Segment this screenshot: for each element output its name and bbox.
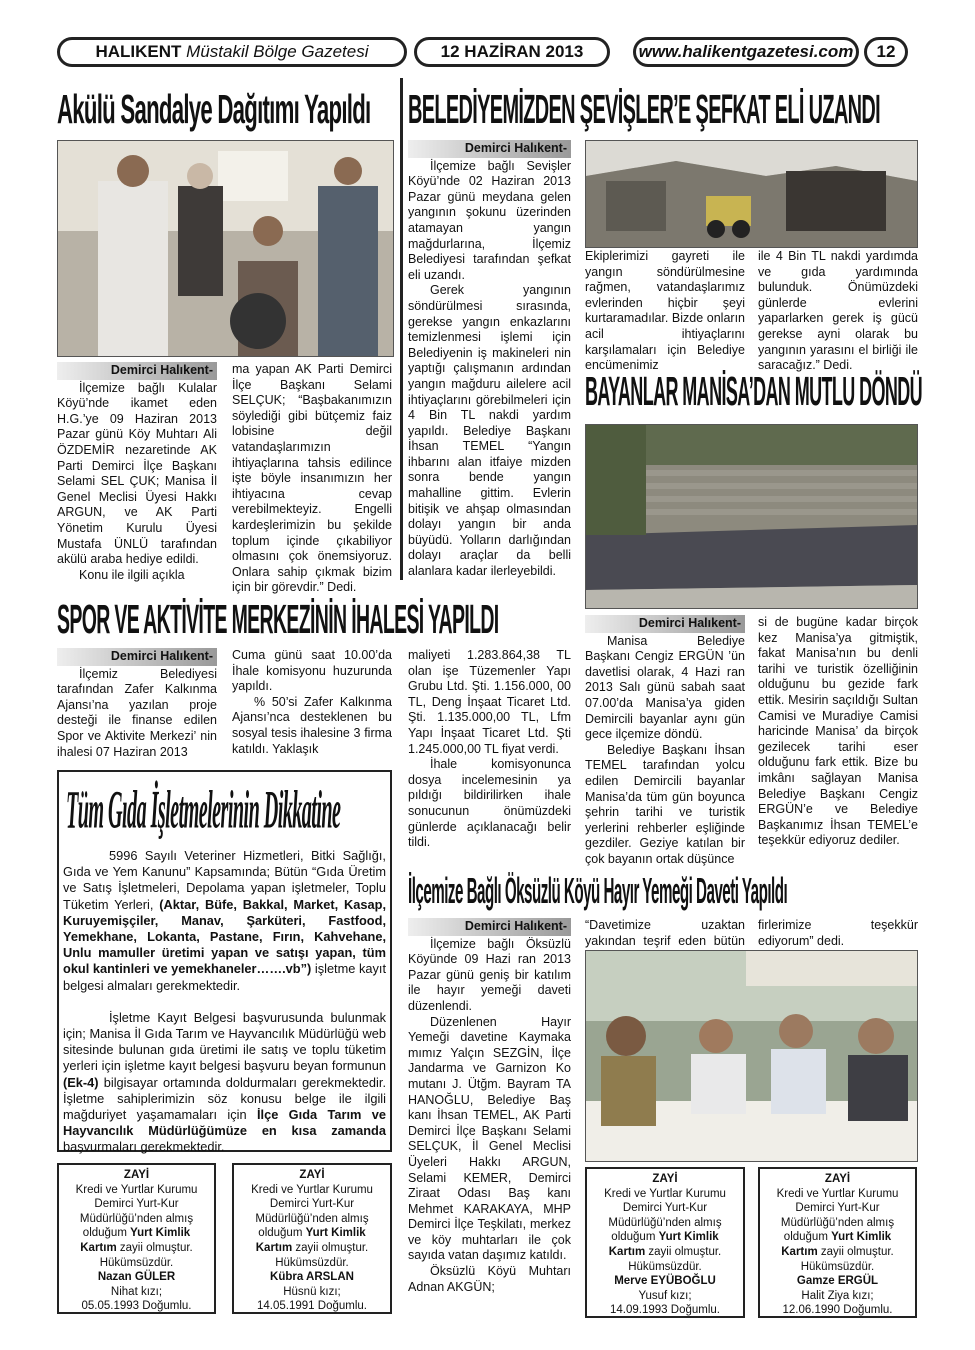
article5-paragraph5: firlerimize teşekkür ediyorum” dedi. xyxy=(758,918,918,948)
article1-paragraph2: Konu ile ilgili açıkla xyxy=(79,567,185,582)
article5-byline: Demirci Halıkent- xyxy=(408,918,571,936)
masthead xyxy=(57,37,407,67)
lost-notice-2 xyxy=(232,1163,392,1314)
article4-headline: SPOR VE AKTİVİTE MERKEZİNİN İHALESİ YAPILDI xyxy=(57,598,499,643)
notice-p2-mid: bilgisayar ortamında doldurmaları gerekmektedir. İşletme sahiplerimizin söz konusu belge ile ilgili mağduriyet yaşamamaları için xyxy=(63,1074,386,1123)
article2-col3 xyxy=(758,249,918,373)
lost-notice-parent: Hüsnü kızı; xyxy=(283,1285,341,1298)
lost-notice-line: Demirci Yurt-Kur xyxy=(94,1198,179,1211)
article2-photo xyxy=(585,140,918,248)
lost-notice-line: olduğum Yurt Kimlik xyxy=(82,1227,191,1240)
article4-col1 xyxy=(57,648,217,760)
lost-notice-line: Kredi ve Yurtlar Kurumu xyxy=(776,1187,899,1200)
lost-notice-line: Kredi ve Yurtlar Kurumu xyxy=(251,1183,373,1196)
lost-notice-dob: 14.09.1993 Doğumlu. xyxy=(610,1304,720,1317)
article4-paragraph1: İlçemiz Belediyesi tarafından Zafer Kalkınma Ajansı’na yazılan proje desteği ile finanse edilen Spor ve Aktivite Merkezi’ nin ihalesi 07 Haziran 2013 xyxy=(57,666,217,759)
lost-notice-title: ZAYİ xyxy=(123,1169,150,1181)
lost-notice-line: olduğum Yurt Kimlik xyxy=(783,1231,892,1244)
lost-notice-line: Kartım zayii olmuştur. xyxy=(608,1245,722,1258)
lost-notice-line: Hükümsüzdür. xyxy=(275,1256,349,1269)
lost-notice-line: Hükümsüzdür. xyxy=(99,1256,174,1269)
article3-col2 xyxy=(758,615,918,870)
article4-paragraph5: İhale komisyonunca dosya incelemesinin ya pıldığı bildirilirken ihale sonucunun önümüzdeki günlerde açıklanacağı belir tildi. xyxy=(408,757,571,850)
article5-col1 xyxy=(408,918,571,1330)
lost-notice-line: Müdürlüğü’nden almış xyxy=(79,1212,194,1225)
article4-paragraph4: maliyeti 1.283.864,38 TL olan işe Tüzemenler Yapı Grubu Ltd. Şti. 1.156.000, 00 TL, Deng İnşaat Ticaret Ltd. Şti. 1.135.000,00 TL, Lfm Yapı İnşaat Ticaret Ltd. Şti 1.245.000,00 TL fiyat verdi. xyxy=(408,648,571,756)
notice-p2-end: başvurmaları gerekmektedir. xyxy=(63,1139,225,1155)
article5-paragraph3: Öksüzlü Köyü Muhtarı Adnan AKGÜN; xyxy=(408,1264,571,1294)
lost-notice-parent: Yusuf kızı; xyxy=(638,1289,692,1302)
article2-col2 xyxy=(585,249,745,373)
article1-headline: Akülü Sandalye Dağıtımı Yapıldı xyxy=(57,88,371,133)
article2-col1 xyxy=(408,140,571,585)
lost-notice-name: Merve EYÜBOĞLU xyxy=(614,1275,716,1288)
notice-p1-bold: (Aktar, Büfe, Bakkal, Market, Kasap, Kuruyemişçiler, Manav, Şarküteri, Fastfood, Yemekhane, Lokanta, Pastane, Fırın, Kahvehane, Unlu mamuller üretimi yapan ve satışı yapan, tüm okul kantinleri ve yemekhaneler…….vb”) xyxy=(63,896,387,977)
article4-paragraph2: Cuma günü saat 10.00’da İhale komisyonu huzurunda yapıldı. xyxy=(232,648,392,694)
article2-paragraph2: Gerek yangının söndürülmesi sırasında, gerekse yangın enkazlarını temizlenmesi işlemi için Belediyenin iş makineleri nin yaptığı çalışmanın ardından yangın mağduru ailelere acil ihtiyaçlarını görebilmeleri için 4 Bin TL nakdi yardım yapıldı. Belediye Başkanı İhsan TEMEL “Yangın ihbarını alan itfaiye mizden sonra bende yangın mahalline gittim. Evlerin bitişik ve ahşap olmasından dolayı yangın bir anda büyüdü. Yolların darlığından dolayı araçlar da belli alanlara kadar ilerleyebildi. xyxy=(408,283,571,579)
lost-notice-parent: Halit Ziya kızı; xyxy=(801,1289,874,1302)
article3-headline: BAYANLAR MANİSA’DAN MUTLU DÖNDÜ xyxy=(585,370,923,415)
notice-p2-bold2: İlçe Gıda Tarım ve Hayvancılık Müdürlüğümüze en kısa zamanda xyxy=(63,1107,386,1139)
notice-p2-text: İşletme Kayıt Belgesi başvurusunda bulunmak için; Manisa İl Gıda Tarım ve Hayvancılık Müdürlüğü web sitesinde bulunan gıda üretimi ile satış ve toplu tüketim yerleri için işletme kayıt belgesi başvuru beyan formunun xyxy=(63,1009,386,1074)
article2-headline: BELEDİYEMİZDEN ŞEVİŞLER’E ŞEFKAT ELİ UZANDI xyxy=(408,88,881,133)
notice-paragraph1 xyxy=(63,848,386,994)
article1-paragraph3: ma yapan AK Parti Demirci İlçe Başkanı Selami SELÇUK; “Başbakanımızın söylediği gibi bütçemiz faiz lobisine değil vatandaşlarımızın ihtiyaçlarına tahsis edilince işte böyle insanımızın her ihtiyacına cevap verebilmekteyiz. Engelli kardeşlerimizin bu şekilde toplum içinde çıkabiliyor olmasını çok önemsiyoruz. Onlara sahip çıkmak bizim için bir görevdir.” Dedi. xyxy=(232,362,392,595)
article5-paragraph2: Düzenlenen Hayır Yemeği davetine Kaymaka mımız Yalçın SEZGİN, İlçe Jandarma ve Garnizon Ko mutanı J. Ütğm. Bayram TA HANOĞLU, Belediye Baş kanı İhsan TEMEL, AK Parti Demirci İlçe Başkanı Selami SELÇUK, İl Genel Meclisi Üyeleri Hakkı ARGUN, Selami KEMER, Demirci Ziraat Odası Baş kanı Mehmet KARAKAYA, MHP Demirci İlçe Teşkilatı, merkez ve köy muhtarları ile çok sayıda vatan daşımız katıldı. xyxy=(408,1014,571,1263)
website[interactable] xyxy=(633,37,859,67)
issue-date xyxy=(414,37,610,67)
lost-notice-line: Kartım zayii olmuştur. xyxy=(80,1241,193,1254)
article4-paragraph3: % 50’si Zafer Kalkınma Ajansı’nca desteklenen bu sosyal tesis ihalesine 3 firma katıldı. Yaklaşık xyxy=(232,694,392,756)
article2-paragraph3: Ekiplerimizi gayreti ile yangın söndürülmesine rağmen, vatandaşlarımız evlerinden hiçbir şeyi kurtaramadılar. Bizde onların acil ihtiyaçlarını karşılamaları için Belediye encümenimiz xyxy=(585,249,745,373)
page-number xyxy=(864,37,908,67)
lost-notice-3 xyxy=(585,1167,745,1318)
lost-notice-name: Nazan GÜLER xyxy=(97,1271,176,1284)
article5-paragraph1: İlçemize bağlı Öksüzlü Köyünde 09 Hazi ran 2013 Pazar günü geniş bir katılım ile hayır yemeği daveti düzenlendi. xyxy=(408,936,571,1013)
page-number-text: 12 xyxy=(876,42,896,61)
article3-paragraph1: Manisa Belediye Başkanı Cengiz ERGÜN ’ün davetlisi olarak, 4 Hazi ran 2013 Salı günü sabah saat 07.00’da Manisa’ya giden Demircili bayanlar aynı gün gece ilçemize döndü. xyxy=(585,633,745,742)
article1-byline: Demirci Halıkent- xyxy=(57,362,217,380)
lost-notice-line: olduğum Yurt Kimlik xyxy=(611,1231,719,1244)
article3-paragraph3: si de bugüne kadar birçok kez Manisa’ya gitmiştik, fakat Manisa’nın bu denli tarihi ve turistik özelliğinin olduğunu bu gezide fark ettik. Mesirin saçıldığı Sultan Camisi ve Muradiye Camisi haricinde Manisa’ da birçok gezilecek tarihi eser olduğunu fark ettik. Bize bu imkânı sağlayan Manisa Belediye Başkanı Cengiz ERGÜN’e ve Belediye Başkanımız İhsan TEMEL’e teşekkür ediyoruz dediler. xyxy=(758,615,918,848)
masthead-name: HALIKENT xyxy=(95,42,182,61)
lost-notice-line: Kredi ve Yurtlar Kurumu xyxy=(75,1183,198,1196)
article4-col2 xyxy=(232,648,392,760)
lost-notice-line: olduğum Yurt Kimlik xyxy=(258,1227,366,1240)
lost-notice-parent: Nihat kızı; xyxy=(110,1285,163,1298)
article4-col3 xyxy=(408,648,571,868)
article3-byline: Demirci Halıkent- xyxy=(585,615,745,633)
lost-notice-dob: 05.05.1993 Doğumlu. xyxy=(81,1300,192,1313)
lost-notice-dob: 14.05.1991 Doğumlu. xyxy=(257,1300,367,1313)
lost-notice-line: Kartım zayii olmuştur. xyxy=(781,1245,894,1258)
article2-paragraph1: İlçemize bağlı Sevişler Köyü’nde 02 Haziran 2013 Pazar günü meydana gelen yangının şokunu üzerinden atamayan yangın mağdurlarına, İlçemiz Belediyesi tarafından şefkat eli uzandı. xyxy=(408,158,571,282)
article5-col3 xyxy=(758,918,918,952)
notice-paragraph2 xyxy=(63,1010,386,1156)
issue-date-text: 12 HAZİRAN 2013 xyxy=(440,42,584,61)
lost-notice-title: ZAYİ xyxy=(824,1173,851,1185)
article4-byline: Demirci Halıkent- xyxy=(57,648,217,666)
notice-p2-bold1: (Ek-4) xyxy=(63,1074,99,1090)
masthead-subtitle: Müstakil Bölge Gazetesi xyxy=(186,42,369,61)
article5-col2 xyxy=(585,918,745,952)
lost-notice-line: Kredi ve Yurtlar Kurumu xyxy=(604,1187,726,1200)
article1-col2 xyxy=(232,362,392,595)
lost-notice-line: Kartım zayii olmuştur. xyxy=(255,1241,369,1254)
lost-notice-1 xyxy=(57,1163,216,1314)
article3-photo xyxy=(585,424,918,609)
lost-notice-line: Demirci Yurt-Kur xyxy=(795,1202,880,1215)
lost-notice-title: ZAYİ xyxy=(652,1173,678,1185)
article2-byline: Demirci Halıkent- xyxy=(408,140,571,158)
article1-paragraph1: İlçemize bağlı Kulalar Köyü’nde ikamet eden H.G.’ye 09 Haziran 2013 Pazar günü Köy Muhtarı Ali ÖZDEMİR nezaretinde AK Parti Demirci İlçe Başkanı Selami SEL ÇUK; Manisa İl Genel Meclisi Üyesi Hakkı ARGUN, ve AK Parti Yönetim Kurulu Üyesi Mustafa ÜNLÜ tarafından akülü araba hediye edildi. xyxy=(57,380,217,567)
lost-notice-line: Demirci Yurt-Kur xyxy=(622,1202,708,1215)
column-divider xyxy=(400,78,403,580)
notice-p1-text: 5996 Sayılı Veteriner Hizmetleri, Bitki Sağlığı, Gıda ve Yem Kanunu” Kapsamında; Bütün “Gıda Üretim ve Satış İşletmeleri, Depolama yapan işletmeler, Toplu Tüketim Yerleri, xyxy=(63,848,386,912)
article3-col1 xyxy=(585,615,745,870)
article3-paragraph2: Belediye Başkanı İhsan TEMEL tarafından yolcu edilen Demircili bayanlar Manisa’da tüm gün boyunca şehrin tarihi ve turistik yerlerini rehberler eşliğinde gezdiler. Geziye katılan bir çok bayanın ortak düşünce xyxy=(585,742,745,866)
lost-notice-4 xyxy=(758,1167,917,1318)
website-text[interactable]: www.halikentgazetesi.com xyxy=(638,42,854,61)
lost-notice-line: Müdürlüğü’nden almış xyxy=(608,1216,722,1229)
lost-notice-title: ZAYİ xyxy=(299,1169,325,1181)
notice-p1-end: işletme kayıt belgesi almaları gerekmektedir. xyxy=(63,961,386,993)
lost-notice-line: Hükümsüzdür. xyxy=(628,1260,702,1273)
notice-headline: Tüm Gıda İşletmelerinin Dikkatine xyxy=(66,779,341,840)
article1-col1 xyxy=(57,362,217,587)
article5-photo xyxy=(585,950,918,1162)
lost-notice-line: Müdürlüğü’nden almış xyxy=(780,1216,895,1229)
lost-notice-name: Kübra ARSLAN xyxy=(270,1271,354,1284)
notice-body xyxy=(63,848,386,1156)
lost-notice-line: Hükümsüzdür. xyxy=(800,1260,875,1273)
lost-notice-line: Demirci Yurt-Kur xyxy=(269,1198,355,1211)
lost-notice-dob: 12.06.1990 Doğumlu. xyxy=(782,1304,893,1317)
article1-photo xyxy=(57,140,394,357)
article5-paragraph4: “Davetimize uzaktan yakından teşrif eden bütün xyxy=(585,918,745,948)
article2-paragraph4: ile 4 Bin TL nakdi yardımda ve gıda yardımında bulunduk. Önümüzdeki günlerde evlerini yaparlarken gerek iş gücü gerekse ayni olarak bu yangının yarasını el birliği ile saracağız.” Dedi. xyxy=(758,249,918,373)
lost-notice-line: Müdürlüğü’nden almış xyxy=(255,1212,369,1225)
article5-headline: İlçemize Bağlı Öksüzlü Köyü Hayır Yemeği Daveti Yapıldı xyxy=(408,872,788,912)
lost-notice-name: Gamze ERGÜL xyxy=(796,1275,879,1288)
